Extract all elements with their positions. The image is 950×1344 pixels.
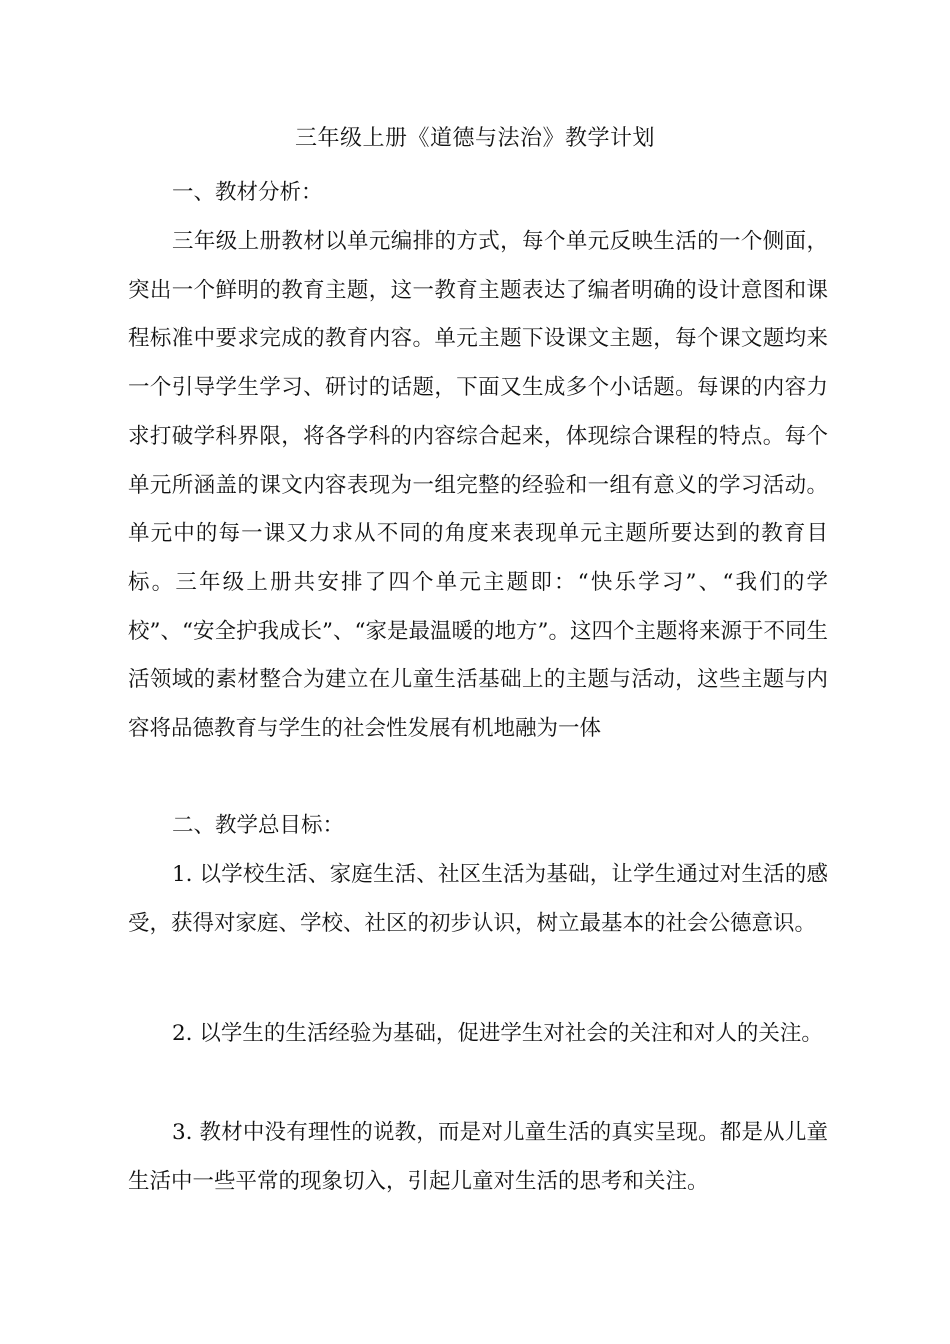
section-heading-teaching-goals: 二、教学总目标：: [172, 813, 345, 838]
document-title: 三年级上册《道德与法治》教学计划: [294, 126, 655, 151]
teaching-goal-item-1: 1. 以学校生活、家庭生活、社区生活为基础，让学生通过对生活的感受，获得对家庭、学校、社区的初步认识，树立最基本的社会公德意识。: [128, 862, 828, 936]
textbook-analysis-paragraph: 三年级上册教材以单元编排的方式，每个单元反映生活的一个侧面，突出一个鲜明的教育主题，这一教育主题表达了编者明确的设计意图和课程标准中要求完成的教育内容。单元主题下设课文主题，每个课文题均来一个引导学生学习、研讨的话题，下面又生成多个小话题。每课的内容力求打破学科界限，将各学科的内容综合起来，体现综合课程的特点。每个单元所涵盖的课文内容表现为一组完整的经验和一组有意义的学习活动。单元中的每一课又力求从不同的角度来表现单元主题所要达到的教育目标。三年级上册共安排了四个单元主题即：“快乐学习”、“我们的学校”、“安全护我成长”、“家是最温暖的地方”。这四个主题将来源于不同生活领域的素材整合为建立在儿童生活基础上的主题与活动，这些主题与内容将品德教育与学生的社会性发展有机地融为一体: [128, 229, 828, 742]
section-heading-textbook-analysis: 一、教材分析：: [172, 180, 323, 205]
teaching-goal-item-2: 2. 以学生的生活经验为基础，促进学生对社会的关注和对人的关注。: [172, 1021, 823, 1046]
teaching-goal-item-3: 3. 教材中没有理性的说教，而是对儿童生活的真实呈现。都是从儿童生活中一些平常的现象切入，引起儿童对生活的思考和关注。: [128, 1120, 828, 1194]
